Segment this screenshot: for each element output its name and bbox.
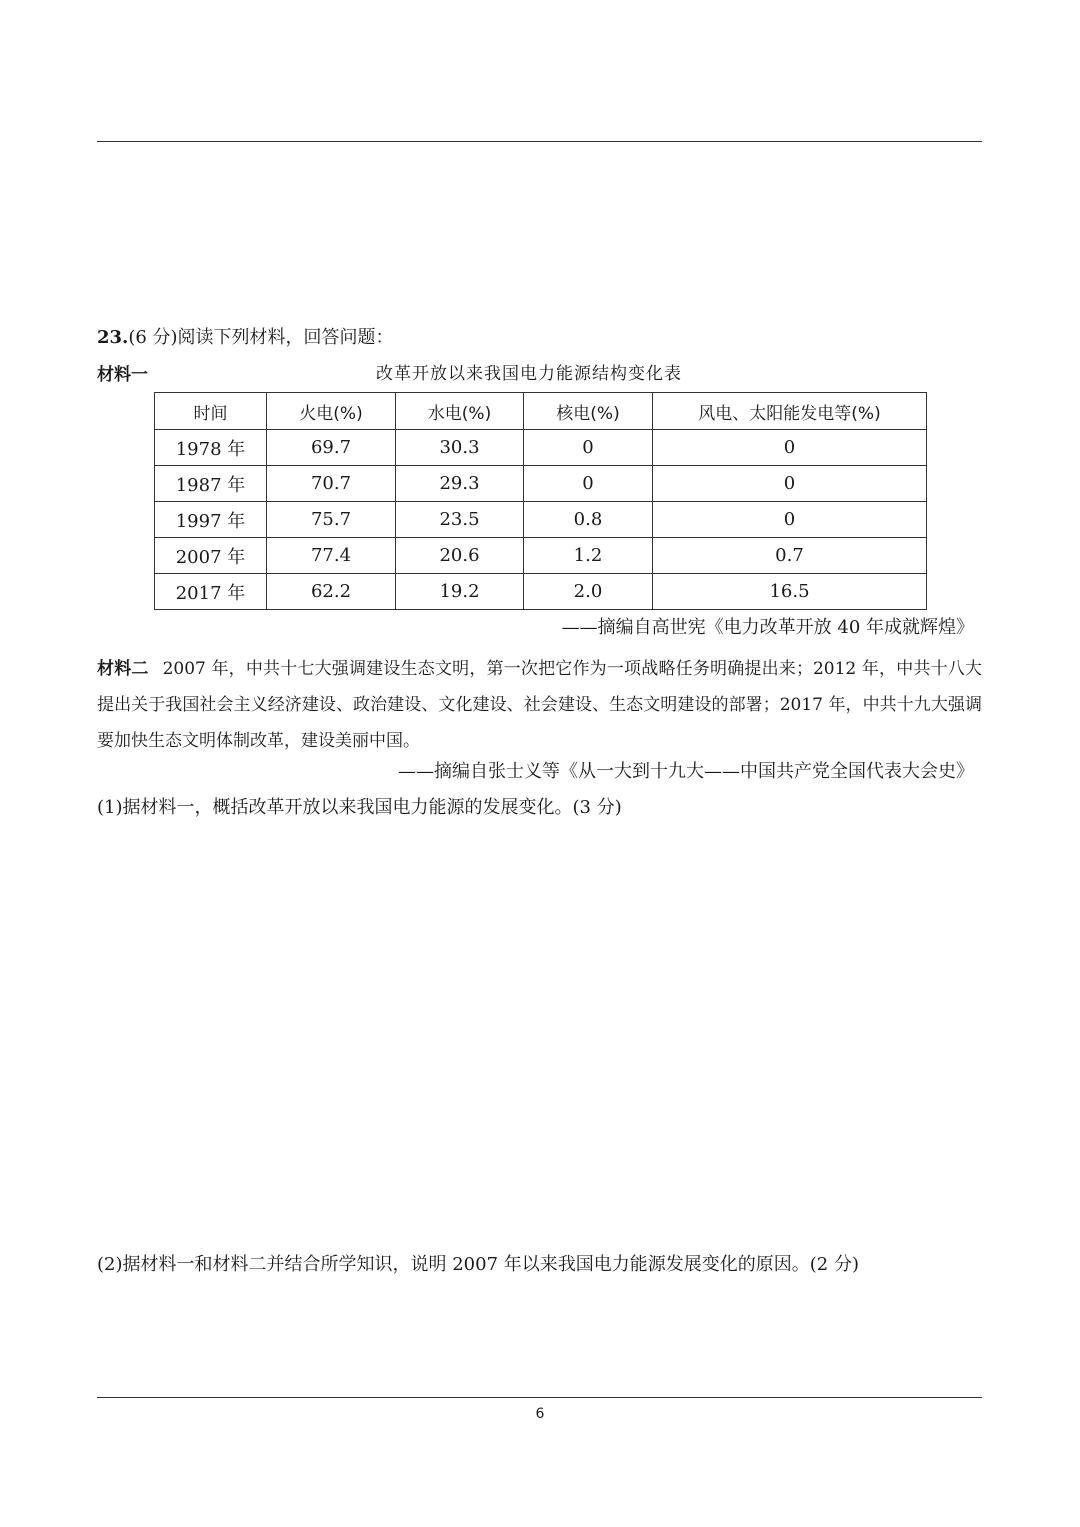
table-header-cell: 风电、太阳能发电等(%) <box>653 393 927 430</box>
table-cell: 23.5 <box>396 502 524 538</box>
table-row <box>155 502 927 538</box>
table-cell: 0 <box>524 430 653 466</box>
question-number: 23. <box>97 327 129 348</box>
material2-label: 材料二 <box>97 659 149 679</box>
table-cell: 30.3 <box>396 430 524 466</box>
material1-source: ——摘编自高世宪《电力改革开放 40 年成就辉煌》 <box>561 617 974 638</box>
table-row <box>155 574 927 610</box>
page-number: 6 <box>535 1406 545 1422</box>
table-cell: 2007 年 <box>155 538 267 574</box>
header-rule <box>97 141 982 142</box>
question-title <box>97 326 394 350</box>
table-cell: 69.7 <box>267 430 396 466</box>
table-header-row <box>155 393 927 430</box>
table-header-cell: 水电(%) <box>396 393 524 430</box>
table-cell: 75.7 <box>267 502 396 538</box>
table-row <box>155 538 927 574</box>
table-cell: 2017 年 <box>155 574 267 610</box>
table-cell: 0 <box>524 466 653 502</box>
table-cell: 1.2 <box>524 538 653 574</box>
table-cell: 62.2 <box>267 574 396 610</box>
table-cell: 1987 年 <box>155 466 267 502</box>
table-cell: 0 <box>653 430 927 466</box>
footer-rule <box>97 1397 982 1398</box>
table-cell: 1997 年 <box>155 502 267 538</box>
table-caption: 改革开放以来我国电力能源结构变化表 <box>376 364 682 384</box>
table-cell: 2.0 <box>524 574 653 610</box>
table-header-cell: 时间 <box>155 393 267 430</box>
table-header-cell: 火电(%) <box>267 393 396 430</box>
table-cell: 0 <box>653 502 927 538</box>
question-text: (6 分)阅读下列材料，回答问题： <box>128 327 394 348</box>
table-cell: 20.6 <box>396 538 524 574</box>
table-row <box>155 466 927 502</box>
material2-text: 2007 年，中共十七大强调建设生态文明，第一次把它作为一项战略任务明确提出来；2012 年，中共十八大提出关于我国社会主义经济建设、政治建设、文化建设、社会建设、生态文明建设的部署；2017 年，中共十九大强调要加快生态文明体制改革，建设美丽中国。 <box>97 659 982 751</box>
sub-question-1: (1)据材料一，概括改革开放以来我国电力能源的发展变化。(3 分) <box>97 797 622 818</box>
table-header-cell: 核电(%) <box>524 393 653 430</box>
table-cell: 70.7 <box>267 466 396 502</box>
material2-source: ——摘编自张士义等《从一大到十九大——中国共产党全国代表大会史》 <box>398 761 974 782</box>
energy-structure-table <box>154 392 927 610</box>
table-cell: 77.4 <box>267 538 396 574</box>
material1-label: 材料一 <box>97 365 148 385</box>
material2-paragraph <box>97 651 982 759</box>
sub-question-2: (2)据材料一和材料二并结合所学知识，说明 2007 年以来我国电力能源发展变化的原因。(2 分) <box>97 1254 859 1275</box>
table-cell: 0.7 <box>653 538 927 574</box>
table-cell: 16.5 <box>653 574 927 610</box>
table-cell: 0 <box>653 466 927 502</box>
table-cell: 29.3 <box>396 466 524 502</box>
table-cell: 1978 年 <box>155 430 267 466</box>
table-cell: 19.2 <box>396 574 524 610</box>
table-row <box>155 430 927 466</box>
table-cell: 0.8 <box>524 502 653 538</box>
